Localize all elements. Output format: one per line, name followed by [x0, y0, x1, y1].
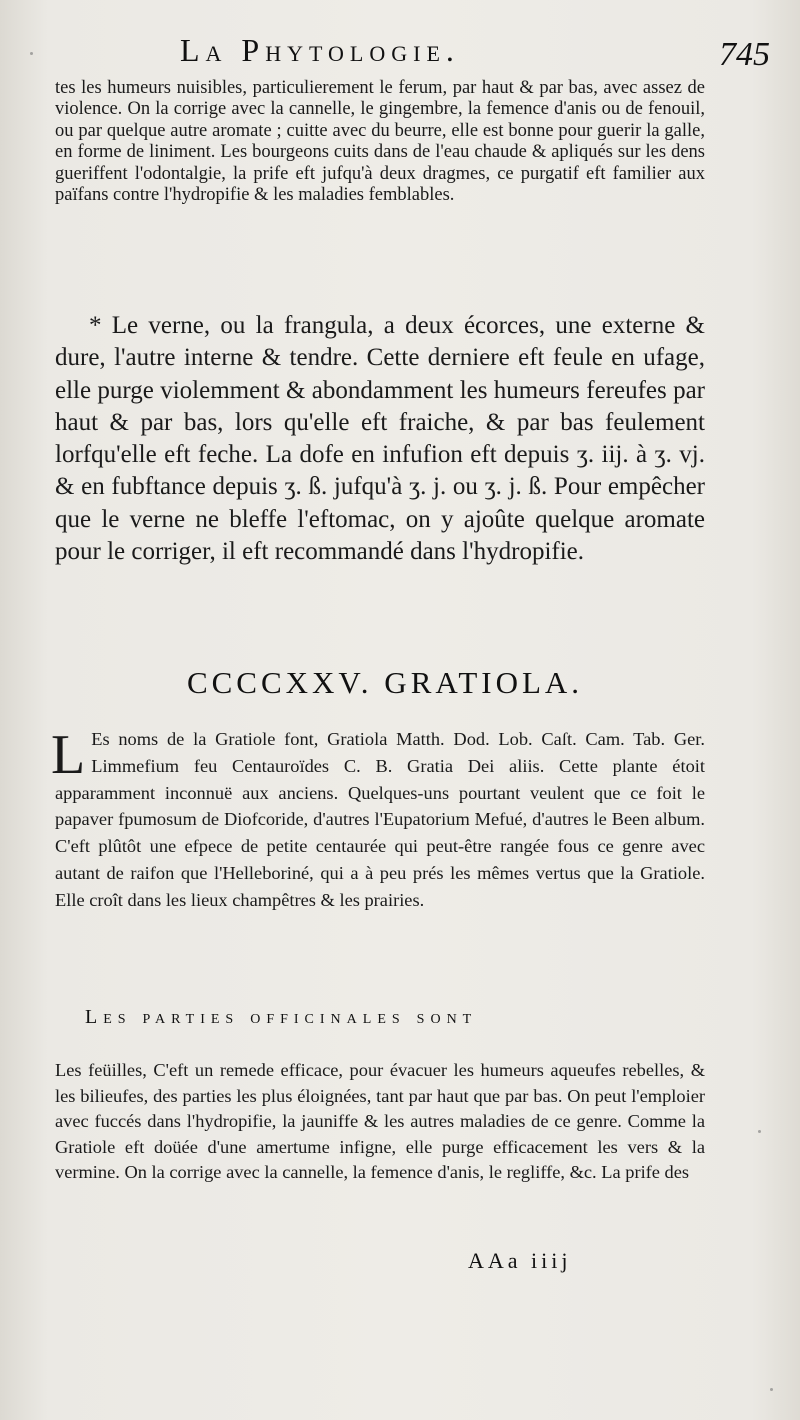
- paragraph-text: Es noms de la Gratiole font, Gratiola Matth. Dod. Lob. Caſt. Cam. Tab. Ger. Limmefium feu Centauroïdes C. B. Gratia Dei aliis. Cette plante étoit apparamment inconnuë aux anciens. Quelques-uns pourtant veulent que ce foit le papaver fpumosum de Diofcoride, d'autres l'Eupatorium Mefué, d'autres le Been album. C'eft plûtôt une efpece de petite centaurée qui peut-être rangée fous ce genre avec autant de raifon que l'Helleboriné, qui a à peu prés les mêmes vertus que la Gratiole. Elle croît dans les lieux champêtres & les prairies.: [55, 729, 705, 910]
- paragraph-leaves: [55, 1058, 705, 1186]
- subsection-title: Les parties officinales sont: [85, 1006, 478, 1028]
- paragraph-text: Les feüilles, C'eft un remede efficace, pour évacuer les humeurs aqueufes rebelles, & les bilieufes, des parties les plus éloignées, tant par haut que par bas. On peut l'emploier avec fuccés dans l'hydropifie, la jauniffe & les autres maladies de ce genre. Comme la Gratiole eft doüée d'une amertume infigne, elle purge efficacement les vers & la vermine. On la corrige avec la cannelle, la femence d'anis, le regliffe, &c. La prife des: [55, 1060, 705, 1183]
- drop-cap: L: [51, 724, 86, 786]
- paragraph-continuation: [55, 78, 705, 206]
- paragraph-text: tes les humeurs nuisibles, particulierement le ferum, par haut & par bas, avec assez de violence. On la corrige avec la cannelle, le gingembre, la femence d'anis ou de fenouil, ou par quelque autre aromate ; cuitte avec du beurre, elle est bonne pour guerir la galle, en forme de liniment. Les bourgeons cuits dans de l'eau chaude & apliqués sur les dens gueriffent l'odontalgie, la prife eft jufqu'à deux dragmes, ce purgatif eft familier aux païfans contre l'hydropifie & les maladies femblables.: [55, 78, 705, 206]
- section-title: CCCCXXV. GRATIOLA.: [186, 665, 584, 700]
- paragraph-gratiola-names: [51, 724, 705, 914]
- paragraph-text: * Le verne, ou la frangula, a deux écorces, une externe & dure, l'autre interne & tendre. Cette derniere eft feule en ufage, elle purge violemment & abondamment les humeurs fereufes par haut & par bas, lors qu'elle eft fraiche, & par bas feulement lorfqu'elle eft feche. La dofe en infufion eft depuis ʒ. iij. à ʒ. vj. & en fubftance depuis ʒ. ß. jufqu'à ʒ. j. ou ʒ. j. ß. Pour empêcher que le verne ne bleffe l'eftomac, on y ajoûte quelque aromate pour le corriger, il eft recommandé dans l'hydropifie.: [55, 312, 705, 566]
- paper-speck: [758, 1130, 761, 1133]
- running-head: [180, 30, 770, 76]
- page-number: 745: [719, 36, 770, 73]
- paper-speck: [770, 1388, 773, 1391]
- signature-mark: AAa iiij: [468, 1248, 572, 1273]
- paper-speck: [30, 52, 33, 55]
- paragraph-verne: [55, 310, 705, 568]
- running-head-title: La Phytologie.: [180, 32, 460, 68]
